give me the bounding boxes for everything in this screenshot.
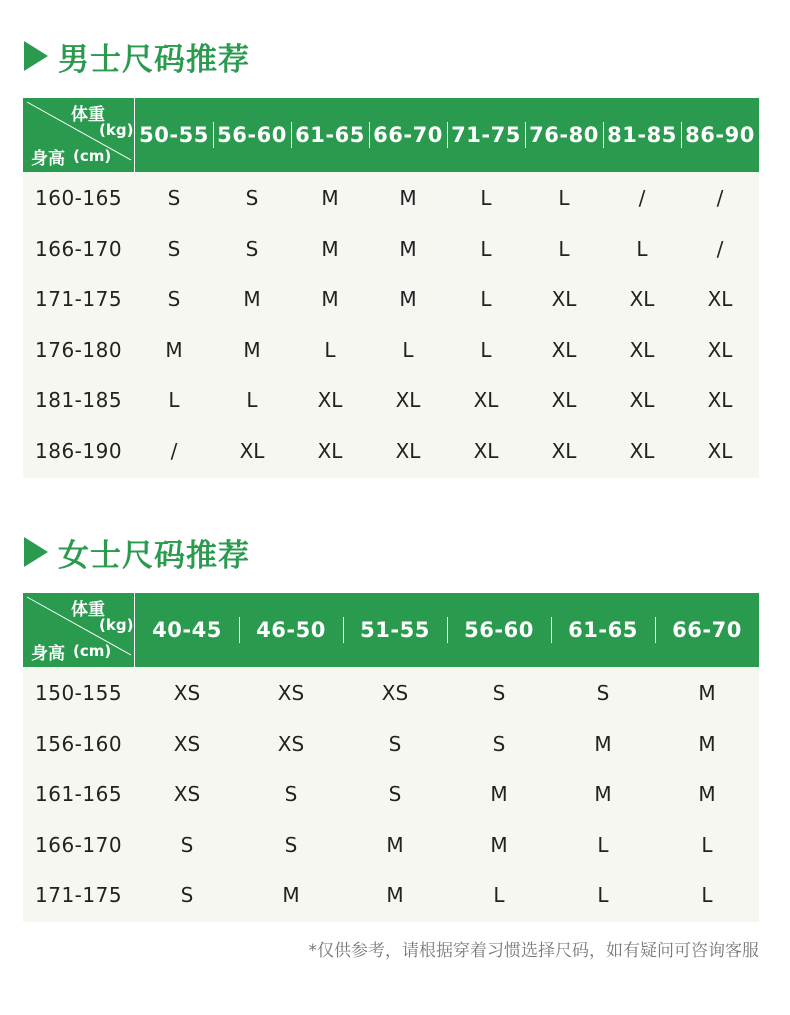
size-cell: L [701, 883, 713, 908]
size-cell: M [165, 337, 183, 362]
size-cell: L [480, 287, 492, 312]
size-cell: L [636, 236, 648, 261]
men-weight-columns [135, 98, 759, 172]
size-cell: M [321, 186, 339, 211]
size-cell: M [243, 287, 261, 312]
size-cell: M [386, 832, 404, 857]
size-cell: M [698, 782, 716, 807]
size-cell: M [321, 236, 339, 261]
size-cell: / [638, 186, 646, 211]
men-title-text: 男士尺码推荐 [58, 41, 250, 78]
size-cell: S [284, 832, 298, 857]
men-header-corner [23, 98, 135, 172]
size-cell: M [490, 782, 508, 807]
column-header: 71-75 [447, 123, 525, 147]
column-header: 66-70 [655, 618, 759, 642]
triangle-marker-icon [24, 537, 48, 567]
table-row [23, 426, 759, 477]
table-row [23, 820, 759, 871]
size-cell: S [492, 681, 506, 706]
row-height-label: 176-180 [35, 337, 123, 362]
column-header: 66-70 [369, 123, 447, 147]
size-cell: XS [381, 681, 409, 706]
size-cell: XL [551, 287, 577, 312]
disclaimer-note: *仅供参考，请根据穿着习惯选择尺码，如有疑问可咨询客服 [308, 941, 759, 961]
column-header: 76-80 [525, 123, 603, 147]
size-cell: S [388, 731, 402, 756]
men-size-table [23, 98, 759, 478]
men-table-header [23, 98, 759, 172]
size-cell: XL [629, 438, 655, 463]
size-cell: S [167, 287, 181, 312]
column-header: 61-65 [551, 618, 655, 642]
size-cell: L [324, 337, 336, 362]
women-table-header [23, 593, 759, 667]
row-height-label: 166-170 [35, 832, 123, 857]
weight-label: 体重 [71, 105, 105, 125]
size-cell: M [594, 782, 612, 807]
women-title-text: 女士尺码推荐 [58, 537, 250, 574]
column-header: 40-45 [152, 618, 222, 642]
size-cell: XL [707, 337, 733, 362]
table-row [23, 375, 759, 426]
size-cell: XL [629, 287, 655, 312]
weight-unit-label: (kg) [99, 121, 134, 139]
size-cell: M [399, 236, 417, 261]
size-cell: XL [707, 438, 733, 463]
table-row [23, 325, 759, 376]
size-cell: XL [551, 337, 577, 362]
size-cell: / [716, 186, 724, 211]
size-cell: M [594, 731, 612, 756]
size-cell: S [596, 681, 610, 706]
size-cell: XL [395, 388, 421, 413]
column-header: 46-50 [239, 618, 343, 642]
weight-label: 体重 [71, 600, 105, 620]
row-height-label: 150-155 [35, 681, 123, 706]
row-height-label: 156-160 [35, 731, 123, 756]
column-header: 86-90 [681, 123, 759, 147]
size-cell: L [558, 236, 570, 261]
size-cell: L [168, 388, 180, 413]
row-height-label: 166-170 [35, 236, 123, 261]
size-cell: M [399, 287, 417, 312]
size-cell: XL [317, 388, 343, 413]
row-height-label: 171-175 [35, 883, 123, 908]
size-cell: XL [629, 388, 655, 413]
size-cell: M [386, 883, 404, 908]
size-cell: XL [551, 438, 577, 463]
size-cell: L [701, 832, 713, 857]
size-cell: / [170, 438, 178, 463]
height-unit-label: (cm) [73, 642, 112, 660]
size-cell: S [167, 186, 181, 211]
size-cell: L [493, 883, 505, 908]
size-cell: M [490, 832, 508, 857]
column-header: 56-60 [447, 618, 551, 642]
size-cell: S [245, 186, 259, 211]
women-weight-columns [135, 593, 759, 667]
column-header: 81-85 [603, 123, 681, 147]
size-cell: M [698, 681, 716, 706]
size-cell: L [402, 337, 414, 362]
women-size-table [23, 593, 759, 922]
row-height-label: 186-190 [35, 438, 123, 463]
height-unit-label: (cm) [73, 147, 112, 165]
size-cell: S [245, 236, 259, 261]
row-height-label: 161-165 [35, 782, 123, 807]
size-cell: XS [277, 731, 305, 756]
size-cell: XL [317, 438, 343, 463]
size-cell: L [480, 236, 492, 261]
size-cell: / [716, 236, 724, 261]
size-cell: M [243, 337, 261, 362]
row-height-label: 171-175 [35, 287, 123, 312]
height-label: 身高 [31, 644, 65, 664]
size-cell: XL [473, 438, 499, 463]
size-cell: S [284, 782, 298, 807]
table-row [23, 274, 759, 325]
table-row [23, 668, 759, 719]
table-row [23, 769, 759, 820]
size-cell: S [492, 731, 506, 756]
size-cell: S [180, 832, 194, 857]
size-cell: M [321, 287, 339, 312]
triangle-marker-icon [24, 41, 48, 71]
size-cell: XL [707, 287, 733, 312]
women-header-corner [23, 593, 135, 667]
height-label: 身高 [31, 149, 65, 169]
size-cell: XL [473, 388, 499, 413]
size-cell: S [388, 782, 402, 807]
size-cell: M [698, 731, 716, 756]
column-header: 56-60 [213, 123, 291, 147]
column-header: 61-65 [291, 123, 369, 147]
size-cell: XL [629, 337, 655, 362]
table-row [23, 719, 759, 770]
size-cell: S [180, 883, 194, 908]
table-row [23, 224, 759, 275]
size-cell: L [480, 186, 492, 211]
weight-unit-label: (kg) [99, 616, 134, 634]
size-cell: XL [395, 438, 421, 463]
size-cell: S [167, 236, 181, 261]
size-cell: XL [239, 438, 265, 463]
row-height-label: 181-185 [35, 388, 123, 413]
size-cell: L [246, 388, 258, 413]
women-table-body [23, 667, 759, 921]
size-cell: M [282, 883, 300, 908]
size-cell: M [399, 186, 417, 211]
size-cell: XS [277, 681, 305, 706]
size-cell: XS [173, 681, 201, 706]
size-cell: L [558, 186, 570, 211]
column-header: 51-55 [343, 618, 447, 642]
row-height-label: 160-165 [35, 186, 123, 211]
size-cell: L [480, 337, 492, 362]
size-cell: L [597, 832, 609, 857]
men-section-title [24, 36, 250, 76]
size-cell: XL [551, 388, 577, 413]
size-cell: XL [707, 388, 733, 413]
table-row [23, 870, 759, 921]
women-section-title [24, 532, 250, 572]
column-header: 50-55 [139, 123, 209, 147]
table-row [23, 173, 759, 224]
size-cell: XS [173, 731, 201, 756]
size-cell: XS [173, 782, 201, 807]
men-table-body [23, 172, 759, 476]
size-cell: L [597, 883, 609, 908]
